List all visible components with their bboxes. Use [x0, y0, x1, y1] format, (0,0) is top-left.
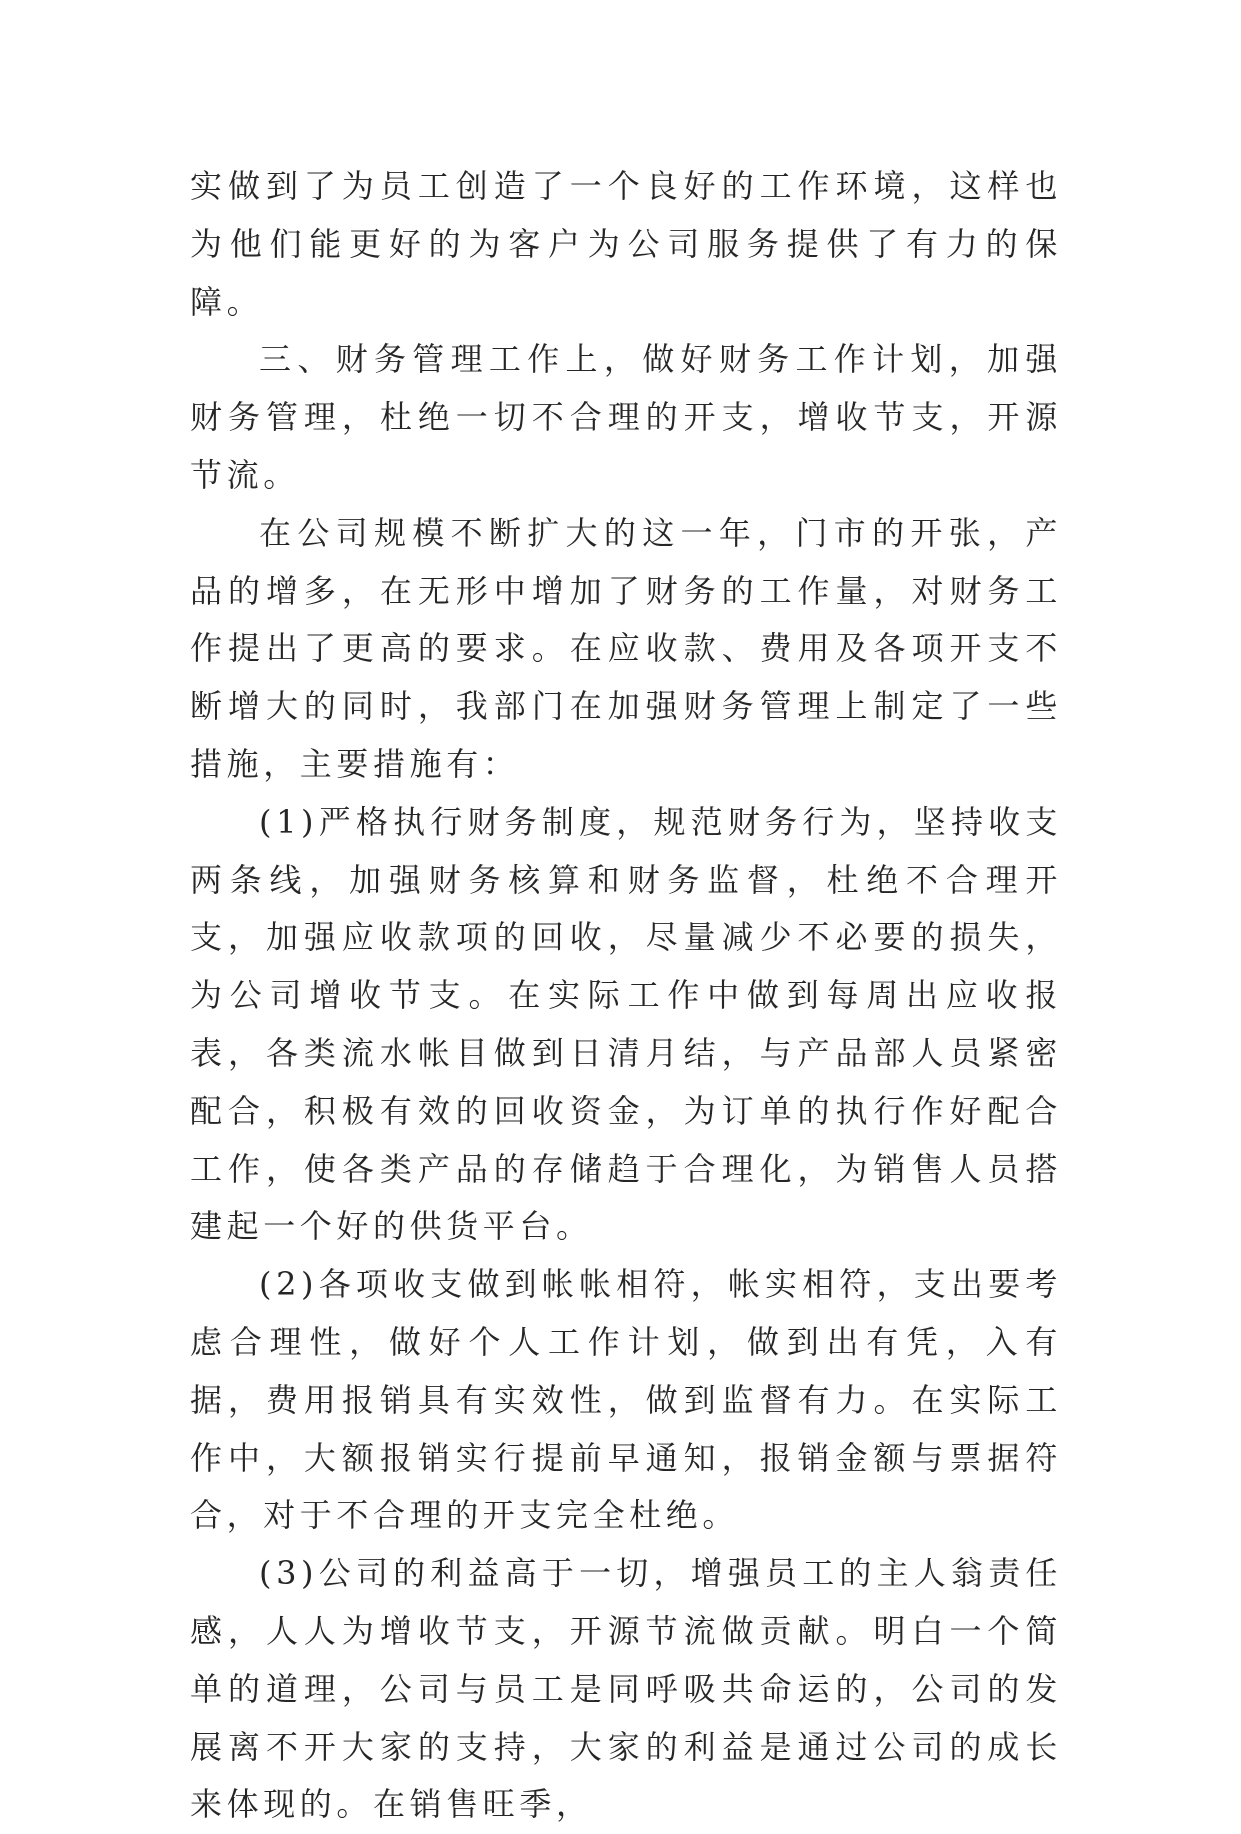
paragraph-measure-2: (2)各项收支做到帐帐相符，帐实相符，支出要考虑合理性，做好个人工作计划，做到出有凭，入有据，费用报销具有实效性，做到监督有力。在实际工作中，大额报销实行提前早通知，报销金额与票据符合，对于不合理的开支完全杜绝。: [190, 1265, 1062, 1535]
paragraph-measure-1: (1)严格执行财务制度，规范财务行为，坚持收支两条线，加强财务核算和财务监督，杜绝不合理开支，加强应收款项的回收，尽量减少不必要的损失，为公司增收节支。在实际工作中做到每周出应收报表，各类流水帐目做到日清月结，与产品部人员紧密配合，积极有效的回收资金，为订单的执行作好配合工作，使各类产品的存储趋于合理化，为销售人员搭建起一个好的供货平台。: [190, 802, 1062, 1246]
paragraph-financial-management-heading: 三、财务管理工作上，做好财务工作计划，加强财务管理，杜绝一切不合理的开支，增收节支，开源节流。: [190, 340, 1062, 494]
paragraph-measure-3: (3)公司的利益高于一切，增强员工的主人翁责任感，人人为增收节支，开源节流做贡献。明白一个简单的道理，公司与员工是同呼吸共命运的，公司的发展离不开大家的支持，大家的利益是通过公司的成长来体现的。在销售旺季，: [190, 1554, 1062, 1824]
document-body: [190, 158, 1062, 1834]
paragraph-company-expansion: 在公司规模不断扩大的这一年，门市的开张，产品的增多，在无形中增加了财务的工作量，对财务工作提出了更高的要求。在应收款、费用及各项开支不断增大的同时，我部门在加强财务管理上制定了一些措施，主要措施有：: [190, 513, 1062, 783]
paragraph-continued: 实做到了为员工创造了一个良好的工作环境，这样也为他们能更好的为客户为公司服务提供了有力的保障。: [190, 167, 1062, 321]
